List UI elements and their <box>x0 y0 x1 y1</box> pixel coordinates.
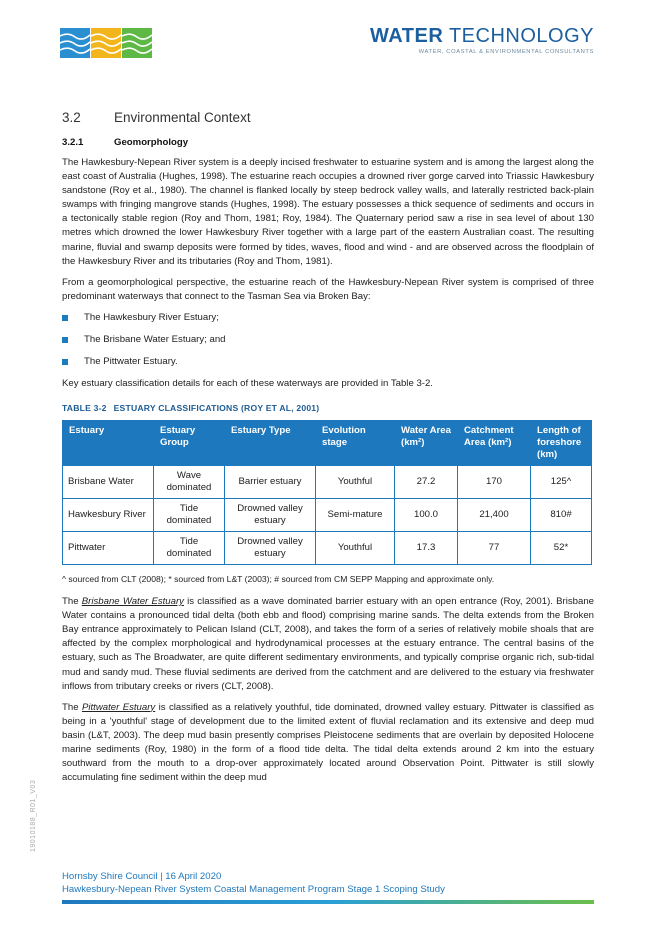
table-cell: 77 <box>458 532 531 565</box>
table-cell: 810# <box>531 499 592 532</box>
table-cell: 52* <box>531 532 592 565</box>
page-footer <box>62 870 445 896</box>
paragraph-brisbane: The Brisbane Water Estuary is classified as a wave dominated barrier estuary with an open entrance (Roy, 2001). Brisbane Water contains a pronounced tidal delta (both ebb and flood) comprising marine sands. The delta extends from the Broken Bay entrance approximately to Pelican Island (CLT, 2008), and takes the form of a series of relatively mobile shoals that are affected by the complex morphological and hydrodynamical processes at the estuary entrance. The central basins of the estuary, such as The Broadwater, are quite different sedimentary environments, and typically comprise organic rich, sub-tidal mud and sandy mud. These fluvial sediments are derived from the catchment and are delivered to the estuary via freshwater inflows from tributary creeks or rivers (CLT, 2008). <box>62 596 594 692</box>
paragraph-pittwater: The Pittwater Estuary is classified as a relatively youthful, tide dominated, drowned valley estuary. Pittwater is classified as being in a 'youthful' stage of development due to the limited extent of fluvial reclamation and its extensive and deep mud basin (L&T, 2003). The deep mud basin presently comprises Pleistocene sediments that are overlain by deposited Holocene marine sediments (Roy, 1980) in the form of a flood tide delta. The tidal delta extends around 2 km into the estuary southward from the mouth to a drop-over approximately located around Observation Point. Pittwater is still slowly accumulating fine sediment within the deep mud <box>62 701 594 784</box>
table-cell: 21,400 <box>458 499 531 532</box>
table-cell: Tide dominated <box>154 499 225 532</box>
subsection-heading: 3.2.1 Geomorphology <box>62 137 189 148</box>
table-cell: 27.2 <box>395 466 458 499</box>
table-row <box>63 532 592 565</box>
table-cell: Barrier estuary <box>225 466 316 499</box>
table-caption: TABLE 3-2 ESTUARY CLASSIFICATIONS (ROY ET AL, 2001) <box>62 403 320 414</box>
table-cell: Tide dominated <box>154 532 225 565</box>
bullet-list <box>62 311 594 369</box>
footer-bar <box>62 900 594 904</box>
table-cell: Youthful <box>316 466 395 499</box>
table-header: Length of foreshore (km) <box>531 421 592 466</box>
paragraph: The Hawkesbury-Nepean River system is a deeply incised freshwater to estuarine system and is among the largest along the east coast of Australia (Hughes, 1998). The estuarine reach occupies a drowned river gorge carved into Triassic Hawkesbury sandstone (Roy et al., 1980). The channel is flanked locally by steep bedrock valley walls, and laterally restricted back-plain swamps with fringing mangrove stands (Hughes, 1998). The estuary possesses a thick sequence of sediments and occurs in a tectonically stable region (Roy and Thom, 1981; Roy, 1984). The Quaternary period saw a rise in sea level of about 130 metres which drowned the lower Hawkesbury River together with a large part of the eastern Australian coast. The resulting marine, fluvial and swamp deposits were formed by tides, waves, flood and wind - and are observed across the floodplain of the Hawkesbury River and its tributaries (Roy and Thom, 1981). <box>62 157 594 267</box>
brand-name: WATER TECHNOLOGY <box>370 25 594 47</box>
table-row <box>63 499 592 532</box>
brand-tagline: WATER, COASTAL & ENVIRONMENTAL CONSULTANTS <box>418 49 594 55</box>
table-row <box>63 466 592 499</box>
table-header: Estuary Group <box>154 421 225 466</box>
table-header: Estuary Type <box>225 421 316 466</box>
table-cell: 125^ <box>531 466 592 499</box>
bullet-square-icon <box>62 315 68 321</box>
table-cell: 100.0 <box>395 499 458 532</box>
footer-line: Hawkesbury-Nepean River System Coastal Management Program Stage 1 Scoping Study <box>62 884 445 895</box>
table-cell: Drowned valley estuary <box>225 532 316 565</box>
list-item: The Brisbane Water Estuary; and <box>62 333 594 347</box>
brand-block <box>370 26 594 55</box>
section-heading: 3.2 Environmental Context <box>62 110 251 125</box>
page-content <box>62 110 594 792</box>
company-logo-icon <box>60 28 152 58</box>
table-header: Evolution stage <box>316 421 395 466</box>
footer-line: Hornsby Shire Council | 16 April 2020 <box>62 871 222 882</box>
table-cell: Wave dominated <box>154 466 225 499</box>
table-cell: Brisbane Water <box>63 466 154 499</box>
table-cell: 170 <box>458 466 531 499</box>
table-cell: 17.3 <box>395 532 458 565</box>
bullet-square-icon <box>62 359 68 365</box>
table-cell: Drowned valley estuary <box>225 499 316 532</box>
table-header: Catchment Area (km²) <box>458 421 531 466</box>
side-reference: 19010188_R01_V03 <box>30 779 37 852</box>
list-item: The Pittwater Estuary. <box>62 355 594 369</box>
paragraph: From a geomorphological perspective, the estuarine reach of the Hawkesbury-Nepean River system is comprised of three predominant waterways that connect to the Tasman Sea via Broken Bay: <box>62 276 594 302</box>
table-cell: Pittwater <box>63 532 154 565</box>
paragraph: Key estuary classification details for each of these waterways are provided in Table 3-2. <box>62 377 433 389</box>
table-header: Estuary <box>63 421 154 466</box>
estuary-link: Brisbane Water Estuary <box>81 596 184 608</box>
table-cell: Youthful <box>316 532 395 565</box>
table-cell: Semi-mature <box>316 499 395 532</box>
table-cell: Hawkesbury River <box>63 499 154 532</box>
table-header: Water Area (km²) <box>395 421 458 466</box>
table-footnote: ^ sourced from CLT (2008); * sourced from L&T (2003); # sourced from CM SEPP Mapping and approximate only. <box>62 574 495 585</box>
bullet-square-icon <box>62 337 68 343</box>
list-item: The Hawkesbury River Estuary; <box>62 311 594 325</box>
estuary-table <box>62 420 592 565</box>
estuary-link: Pittwater Estuary <box>81 701 156 713</box>
